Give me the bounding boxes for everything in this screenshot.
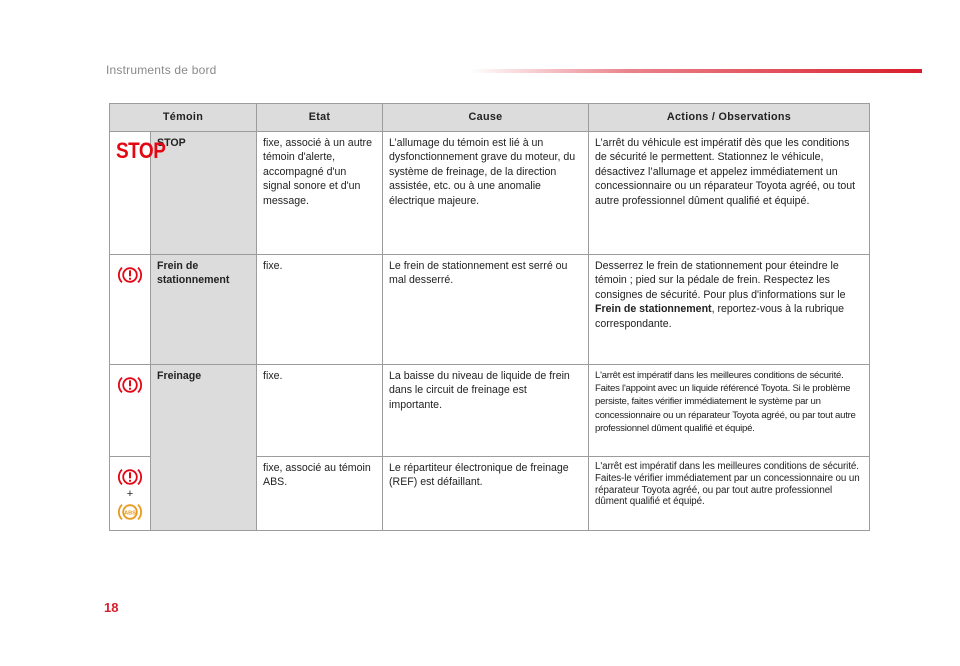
lamp-name: STOP [151,132,257,255]
section-title: Instruments de bord [106,63,217,77]
warning-lamp-table [109,103,870,531]
lamp-action [589,255,870,365]
lamp-action: L'arrêt est impératif dans les meilleures conditions de sécurité. Faites l'appoint avec un liquide référencé Toyota. Si le problème persiste, faites vérifier immédiatement le système par un concessionnaire ou un réparateur Toyota agréé, ou par tout autre professionnel dûment qualifié et équipé. [589,365,870,457]
lamp-name: Frein de stationnement [151,255,257,365]
abs-icon [116,501,144,523]
action-reference: Frein de stationnement [595,303,712,316]
plus-sign: + [126,488,134,500]
stop-lamp-icon: STOP [116,138,166,164]
brake-warning-icon [116,466,144,488]
table-row [110,255,870,365]
row-icon-cell [110,132,166,255]
lamp-cause: La baisse du niveau de liquide de frein dans le circuit de freinage est importante. [383,365,589,457]
lamp-state: fixe, associé au témoin ABS. [257,457,383,531]
brake-warning-icon [116,264,144,286]
lamp-state: fixe. [257,255,383,365]
abs-icon-label: ABS [124,510,136,517]
action-text: Desserrez le frein de stationnement pour éteindre le témoin ; pied sur la pédale de frein. Respectez les consignes de sécurité. Pour plus d'informations sur le [595,260,846,301]
column-header-temoin: Témoin [110,104,257,132]
lamp-state: fixe. [257,365,383,457]
table-header-row [110,104,870,132]
lamp-action: L’arrêt du véhicule est impératif dès que les conditions de sécurité le permettent. Stationnez le véhicule, désactivez l’allumage et appelez immédiatement un concessionnaire ou un réparateur Toyota agréé, ou tout autre professionnel dûment qualifié et équipé. [589,132,870,255]
page-number: 18 [104,600,119,615]
lamp-action: L'arrêt est impératif dans les meilleures conditions de sécurité. Faites-le vérifier immédiatement par un concessionnaire ou un réparateur Toyota agréé, ou par tout autre professionnel dûment qualifié et équipé. [589,457,870,531]
row-icon-cell [110,365,151,457]
column-header-actions: Actions / Observations [589,104,870,132]
brake-warning-icon [116,374,144,396]
row-icon-cell [110,457,151,531]
lamp-name: Freinage [151,365,257,531]
action-text-end: , reportez-vous à la rubrique correspondante. [595,303,845,330]
column-header-etat: Etat [257,104,383,132]
header-accent-bar [470,69,922,73]
row-icon-cell [110,255,151,365]
lamp-state: fixe, associé à un autre témoin d'alerte, accompagné d'un signal sonore et d'un message. [257,132,383,255]
lamp-cause: L’allumage du témoin est lié à un dysfonctionnement grave du moteur, du système de freinage, de la direction assistée, etc. ou à une anomalie électrique majeure. [383,132,589,255]
lamp-cause: Le répartiteur électronique de freinage (REF) est défaillant. [383,457,589,531]
column-header-cause: Cause [383,104,589,132]
lamp-cause: Le frein de stationnement est serré ou mal desserré. [383,255,589,365]
table-row [110,365,870,457]
table-row [110,132,870,255]
